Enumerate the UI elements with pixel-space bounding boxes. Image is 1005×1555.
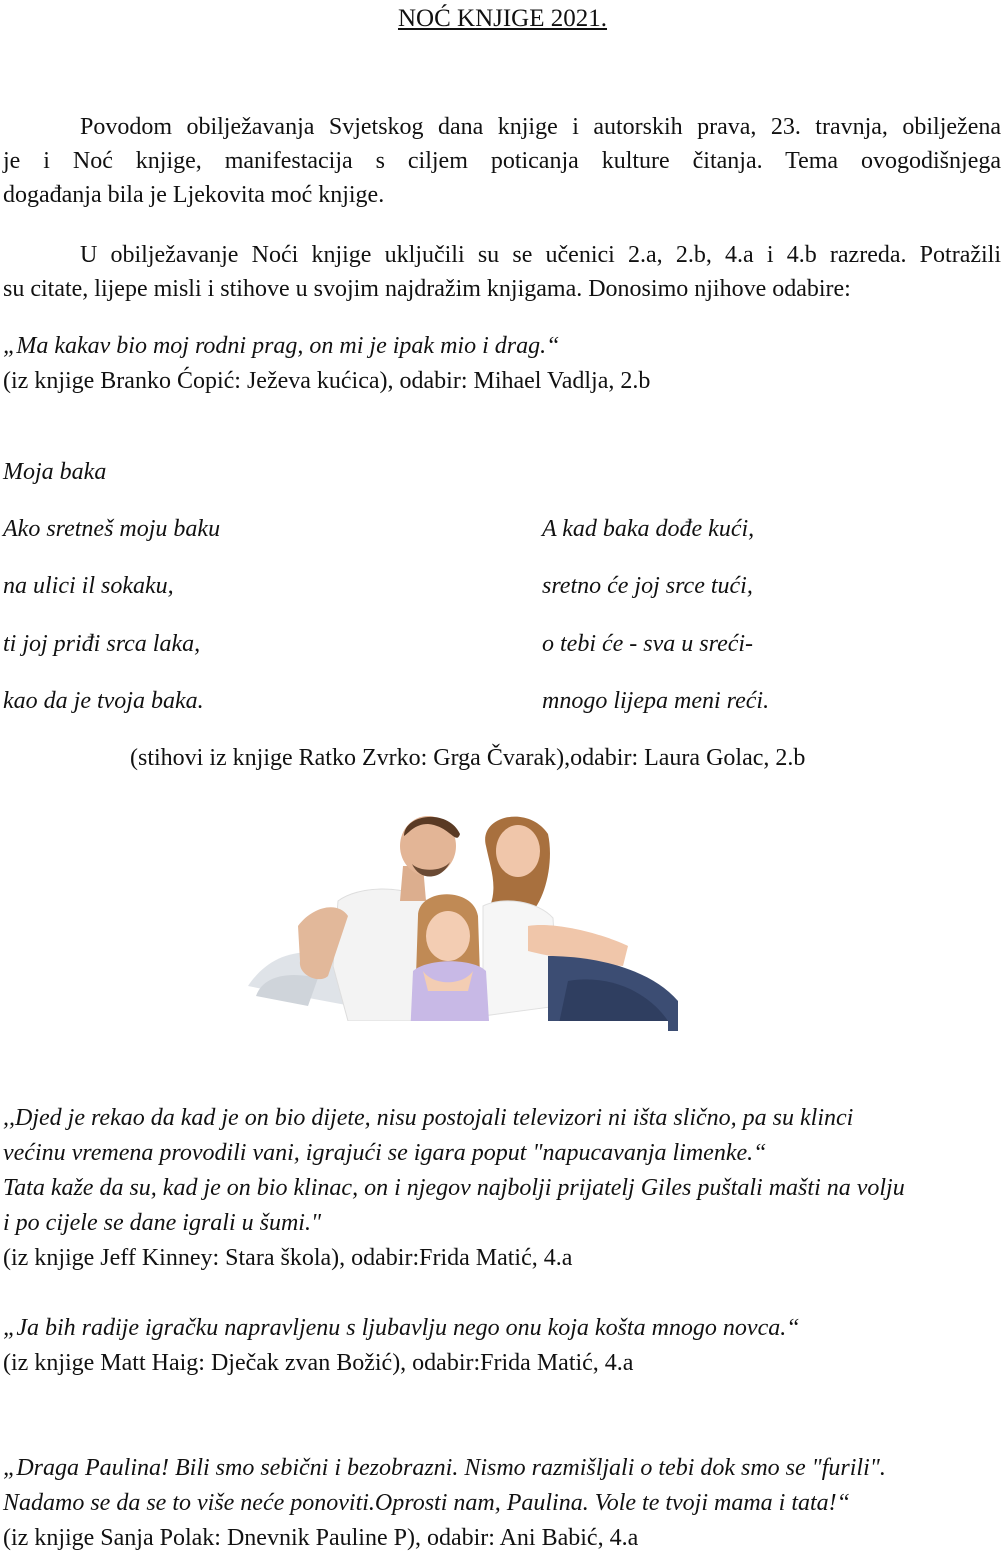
poem-title: Moja baka [3,459,107,485]
quote-2-line-3: Tata kaže da su, kad je on bio klinac, on i njegov najbolji prijatelj Giles puštali mašti na volju [3,1175,905,1201]
quote-2-line-1: ,,Djed je rekao da kad je on bio dijete, nisu postojali televizori ni išta slično, pa su klinci [3,1105,854,1131]
intro-paragraph-2-line-2: su citate, lijepe misli i stihove u svojim najdražim knjigama. Donosimo njihove odabire: [3,276,851,302]
quote-4-line-2: Nadamo se da se to više neće ponoviti.Oprosti nam, Paulina. Vole te tvoji mama i tata!“ [3,1490,851,1516]
quote-2-line-2: većinu vremena provodili vani, igrajući se igara poput "napucavanja limenke.“ [3,1140,767,1166]
intro-paragraph-1-line-2: je i Noć knjige, manifestacija s ciljem poticanja kulture čitanja. Tema ovogodišnjega [3,148,1001,174]
quote-4-source: (iz knjige Sanja Polak: Dnevnik Pauline P), odabir: Ani Babić, 4.a [3,1525,639,1551]
poem-left-line-4: kao da je tvoja baka. [3,688,204,714]
intro-paragraph-1-line-1: Povodom obilježavanja Svjetskog dana knjige i autorskih prava, 23. travnja, obilježena [80,114,1001,140]
family-photo [228,806,688,1038]
poem-right-line-1: A kad baka dođe kući, [542,516,755,542]
quote-2-source: (iz knjige Jeff Kinney: Stara škola), odabir:Frida Matić, 4.a [3,1245,573,1271]
quote-4-line-1: „Draga Paulina! Bili smo sebični i bezobrazni. Nismo razmišljali o tebi dok smo se "furili". [3,1455,886,1481]
intro-paragraph-1-line-3: događanja bila je Ljekovita moć knjige. [3,182,385,208]
poem-left-line-3: ti joj priđi srca laka, [3,631,201,657]
poem-right-line-4: mnogo lijepa meni reći. [542,688,770,714]
poem-left-line-1: Ako sretneš moju baku [3,516,221,542]
quote-1-text: „Ma kakav bio moj rodni prag, on mi je ipak mio i drag.“ [3,333,560,359]
quote-3-source: (iz knjige Matt Haig: Dječak zvan Božić), odabir:Frida Matić, 4.a [3,1350,634,1376]
quote-1-source: (iz knjige Branko Ćopić: Ježeva kućica), odabir: Mihael Vadlja, 2.b [3,368,651,394]
quote-3-text: „Ja bih radije igračku napravljenu s ljubavlju nego onu koja košta mnogo novca.“ [3,1315,800,1341]
poem-right-line-3: o tebi će - sva u sreći- [542,631,754,657]
poem-source: (stihovi iz knjige Ratko Zvrko: Grga Čvarak),odabir: Laura Golac, 2.b [130,745,806,771]
poem-right-line-2: sretno će joj srce tući, [542,573,753,599]
page-title: NOĆ KNJIGE 2021. [397,5,608,32]
intro-paragraph-2-line-1: U obilježavanje Noći knjige uključili su se učenici 2.a, 2.b, 4.a i 4.b razreda. Potražili [80,242,1001,268]
quote-2-line-4: i po cijele se dane igrali u šumi." [3,1210,322,1236]
poem-left-line-2: na ulici il sokaku, [3,573,174,599]
